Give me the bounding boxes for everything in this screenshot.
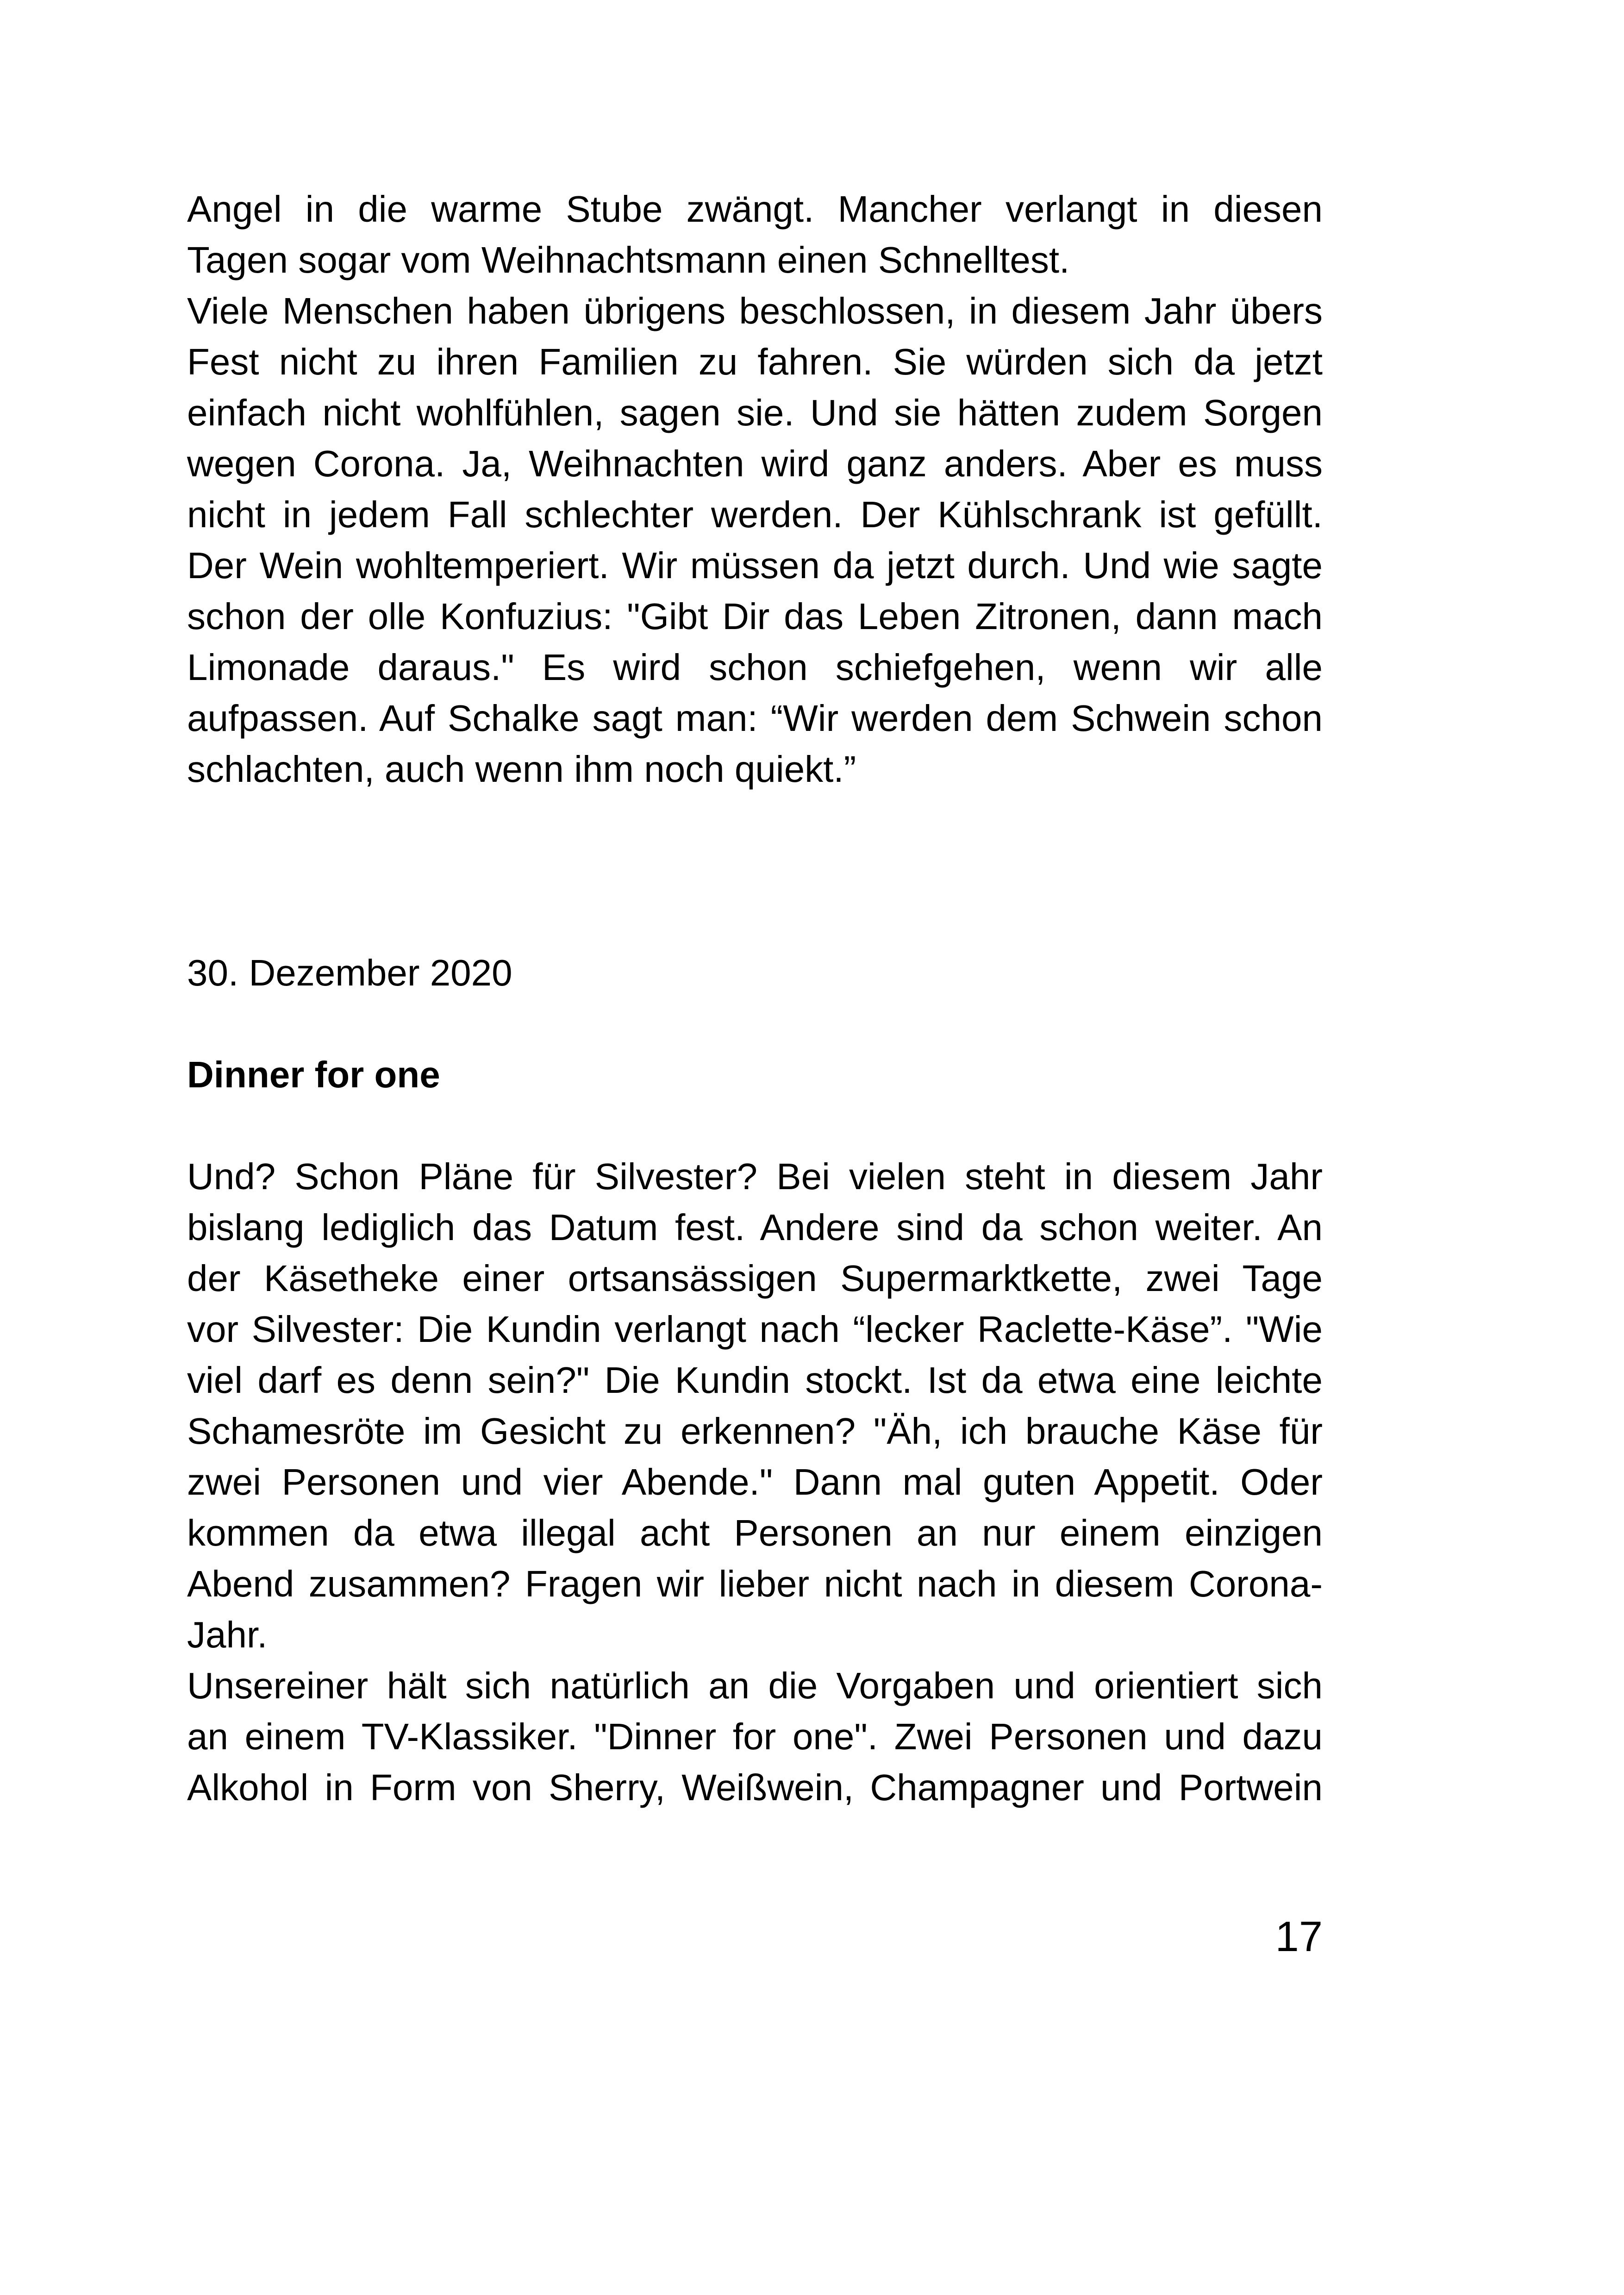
text-line: Der Wein wohltemperiert. Wir müssen da jetzt durch. Und wie sagte [187, 545, 1323, 586]
text-line: kommen da etwa illegal acht Personen an nur einem einzigen [187, 1512, 1323, 1553]
text-line: an einem TV-Klassiker. "Dinner for one". Zwei Personen und dazu [187, 1716, 1323, 1757]
text-line: Unsereiner hält sich natürlich an die Vorgaben und orientiert sich [187, 1665, 1323, 1706]
text-line: schlachten, auch wenn ihm noch quiekt.” [187, 748, 856, 790]
text-line: zwei Personen und vier Abende." Dann mal guten Appetit. Oder [187, 1461, 1323, 1503]
paragraph-2 [187, 1151, 1323, 1813]
text-line: schon der olle Konfuzius: "Gibt Dir das Leben Zitronen, dann mach [187, 596, 1323, 637]
text-line: viel darf es denn sein?" Die Kundin stockt. Ist da etwa eine leichte [187, 1360, 1323, 1401]
text-line: der Käsetheke einer ortsansässigen Supermarktkette, zwei Tage [187, 1258, 1323, 1299]
text-line: Limonade daraus." Es wird schon schiefgehen, wenn wir alle [187, 647, 1323, 688]
text-line: Alkohol in Form von Sherry, Weißwein, Champagner und Portwein [187, 1767, 1323, 1808]
text-line: wegen Corona. Ja, Weihnachten wird ganz anders. Aber es muss [187, 443, 1323, 484]
paragraph-1 [187, 184, 1323, 795]
text-line: Angel in die warme Stube zwängt. Mancher verlangt in diesen [187, 188, 1323, 230]
text-line: Schamesröte im Gesicht zu erkennen? "Äh, ich brauche Käse für [187, 1410, 1323, 1452]
text-line: Jahr. [187, 1614, 268, 1655]
text-line: Fest nicht zu ihren Familien zu fahren. Sie würden sich da jetzt [187, 341, 1323, 382]
text-line: einfach nicht wohlfühlen, sagen sie. Und sie hätten zudem Sorgen [187, 392, 1323, 433]
entry-date: 30. Dezember 2020 [187, 952, 512, 993]
section-heading: Dinner for one [187, 1054, 440, 1095]
text-line: vor Silvester: Die Kundin verlangt nach “lecker Raclette-Käse”. "Wie [187, 1309, 1323, 1350]
text-line: Und? Schon Pläne für Silvester? Bei vielen steht in diesem Jahr [187, 1156, 1323, 1197]
page-number: 17 [1275, 1913, 1323, 1960]
text-line: nicht in jedem Fall schlechter werden. Der Kühlschrank ist gefüllt. [187, 494, 1323, 535]
text-line: Tagen sogar vom Weihnachtsmann einen Schnelltest. [187, 239, 1070, 281]
text-line: Viele Menschen haben übrigens beschlossen, in diesem Jahr übers [187, 290, 1323, 331]
text-line: aufpassen. Auf Schalke sagt man: “Wir werden dem Schwein schon [187, 698, 1323, 739]
text-line: bislang lediglich das Datum fest. Andere sind da schon weiter. An [187, 1207, 1323, 1248]
text-line: Abend zusammen? Fragen wir lieber nicht nach in diesem Corona- [187, 1563, 1323, 1604]
